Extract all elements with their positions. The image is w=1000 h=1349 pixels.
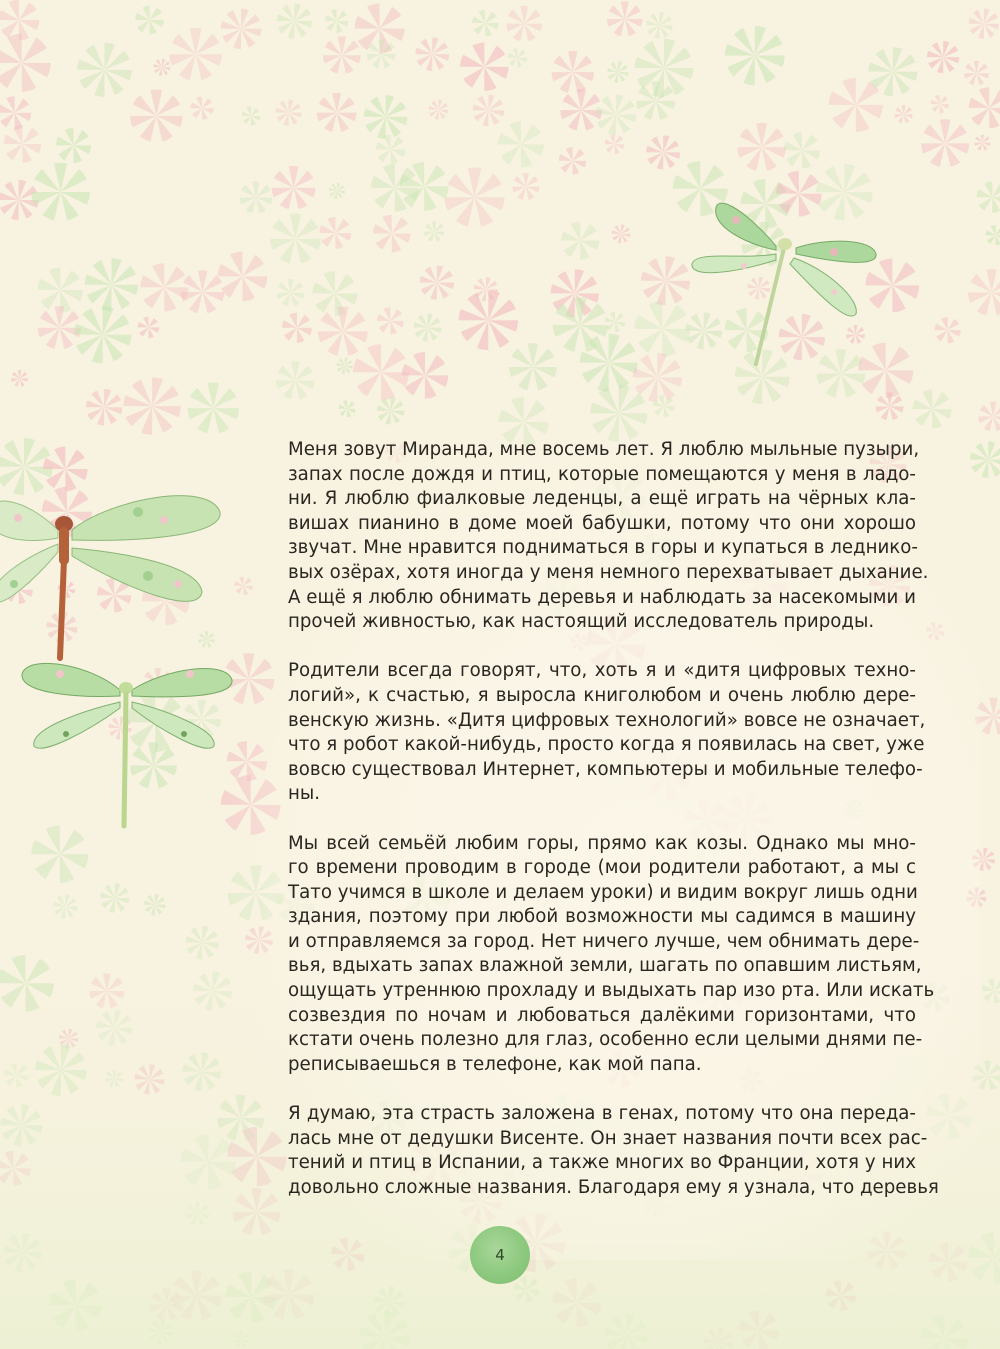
floral-rosette xyxy=(969,87,1000,128)
floral-rosette xyxy=(986,225,1000,245)
page-number-badge xyxy=(470,1226,530,1284)
paragraph-3 xyxy=(288,832,935,1078)
text-line: запах после дождя и птиц, которые помещаются у меня в ладо- xyxy=(288,463,916,485)
floral-rosette xyxy=(612,224,631,243)
floral-rosette xyxy=(935,317,961,343)
floral-rosette xyxy=(190,97,213,120)
floral-rosette xyxy=(4,125,41,162)
text-line: ны. xyxy=(288,783,321,805)
floral-rosette xyxy=(221,8,262,49)
floral-rosette xyxy=(725,26,785,86)
floral-rosette xyxy=(646,135,680,169)
floral-rosette xyxy=(968,269,1000,315)
text-line: реписываешься в телефоне, как мой папа. xyxy=(288,1053,702,1075)
floral-rosette xyxy=(325,9,348,32)
text-line: довольно сложные названия. Благодаря ему я узнала, что деревья xyxy=(288,1176,939,1198)
floral-rosette xyxy=(140,263,188,311)
floral-rosette xyxy=(85,258,138,311)
floral-rosette xyxy=(0,96,31,129)
floral-rosette xyxy=(509,343,557,390)
text-line: тений и птиц в Испании, а также многих во Франции, хотя у них xyxy=(288,1152,916,1174)
dragonfly-icon xyxy=(20,650,236,830)
floral-rosette xyxy=(596,94,636,134)
floral-rosette xyxy=(829,78,883,132)
floral-rosette xyxy=(605,312,625,332)
text-line: вых озёрах, хотя иногда у меня немного перехватывает дыхание. xyxy=(288,561,929,583)
floral-rosette xyxy=(784,132,820,168)
floral-rosette xyxy=(218,252,268,302)
floral-rosette xyxy=(605,134,625,154)
text-line: вовсю существовал Интернет, компьютеры и мобильные телефо- xyxy=(288,758,923,780)
floral-rosette xyxy=(239,181,272,213)
text-line: ощущать утреннюю прохладу и выдыхать пар изо рта. Или искать xyxy=(288,980,935,1002)
text-line: Мы всей семьёй любим горы, прямо как козы. Однако мы мно- xyxy=(288,832,916,854)
floral-rosette xyxy=(634,301,690,357)
floral-rosette xyxy=(894,105,912,123)
floral-rosette xyxy=(364,95,408,139)
body-text xyxy=(288,438,939,1225)
text-line: ни. Я люблю фиалковые леденцы, а ещё играть на чёрных кла- xyxy=(288,488,916,510)
dragonfly-icon xyxy=(0,460,238,670)
floral-rosette xyxy=(169,28,222,80)
floral-rosette xyxy=(86,389,122,425)
floral-rosette xyxy=(931,95,949,113)
floral-rosette xyxy=(977,182,1000,213)
floral-rosette xyxy=(420,265,454,299)
text-line: логий», к счастью, я выросла книголюбом и очень люблю дере- xyxy=(288,684,916,706)
floral-rosette xyxy=(153,59,170,76)
floral-rosette xyxy=(560,89,602,130)
floral-rosette xyxy=(559,147,586,174)
floral-rosette xyxy=(31,826,88,883)
floral-rosette xyxy=(429,100,449,120)
floral-rosette xyxy=(969,9,999,39)
floral-rosette xyxy=(646,12,672,38)
paragraph-2 xyxy=(288,659,926,807)
floral-rosette xyxy=(373,215,410,252)
floral-rosette xyxy=(323,36,361,73)
floral-rosette xyxy=(472,10,498,36)
text-line: звучат. Мне нравится подниматься в горы и купаться в леднико- xyxy=(288,537,918,559)
floral-rosette xyxy=(135,6,164,35)
floral-rosette xyxy=(498,121,544,167)
floral-rosette xyxy=(377,307,404,334)
floral-rosette xyxy=(77,43,131,97)
floral-rosette xyxy=(607,61,628,82)
floral-rosette xyxy=(270,213,321,263)
text-line: венскую жизнь. «Дитя цифровых технологий» вовсе не означает, xyxy=(288,709,926,731)
floral-rosette xyxy=(56,128,91,163)
floral-rosette xyxy=(130,90,183,142)
text-line: Родители всегда говорят, что, хоть я и «дитя цифровых техно- xyxy=(288,660,916,682)
floral-rosette xyxy=(641,256,690,305)
text-line: А ещё я люблю обнимать деревья и наблюдать за насекомыми и xyxy=(288,586,916,608)
text-line: вишах пианино в доме моей бабушки, потому что они хорошо xyxy=(288,512,916,534)
text-line: кстати очень полезно для глаз, особенно если целыми днями пе- xyxy=(288,1029,923,1051)
floral-rosette xyxy=(508,48,527,67)
floral-rosette xyxy=(367,40,396,69)
floral-rosette xyxy=(376,135,406,165)
floral-rosette xyxy=(561,222,599,260)
text-line: здания, поэтому при любой возможности мы садимся в машину xyxy=(288,906,916,928)
page-number: 4 xyxy=(495,1246,505,1264)
floral-rosette xyxy=(138,317,159,338)
floral-rosette xyxy=(337,358,353,374)
text-line: лась мне от дедушки Висенте. Он знает названия почти всех рас- xyxy=(288,1127,928,1149)
text-line: созвездия по ночам и любоваться далёкими горизонтами, что xyxy=(288,1004,916,1026)
floral-rosette xyxy=(460,43,509,92)
floral-rosette xyxy=(242,107,261,126)
floral-rosette xyxy=(978,402,1000,431)
floral-rosette xyxy=(277,3,313,39)
text-line: Я думаю, эта страсть заложена в генах, потому что она переда- xyxy=(288,1103,916,1125)
floral-rosette xyxy=(607,1,642,36)
floral-rosette xyxy=(927,41,959,73)
floral-rosette xyxy=(445,167,505,226)
paragraph-1 xyxy=(288,438,929,635)
floral-rosette xyxy=(276,361,314,399)
floral-rosette xyxy=(11,370,28,387)
text-line: что я робот какой-нибудь, просто когда я появилась на свет, уже xyxy=(288,734,925,756)
floral-rosette xyxy=(317,93,357,132)
text-line: вья, вдыхать запах влажной земли, шагать по опавшим листьям, xyxy=(288,955,922,977)
floral-rosette xyxy=(318,307,368,356)
floral-rosette xyxy=(277,279,305,307)
floral-rosette xyxy=(38,267,83,312)
floral-rosette xyxy=(272,166,316,209)
floral-rosette xyxy=(415,37,449,71)
dragonfly-icon xyxy=(684,188,884,368)
text-line: прочей живностью, как настоящий исследователь природы. xyxy=(288,611,875,633)
floral-rosette xyxy=(552,51,594,93)
floral-rosette xyxy=(276,100,302,126)
floral-rosette xyxy=(737,123,786,171)
text-line: го времени проводим в городе (мои родители работают, а мы с xyxy=(288,857,916,879)
floral-rosette xyxy=(31,163,90,221)
floral-rosette xyxy=(974,135,990,151)
floral-rosette xyxy=(282,313,312,343)
floral-rosette xyxy=(964,61,989,85)
floral-rosette xyxy=(38,306,81,349)
paragraph-4 xyxy=(288,1102,939,1200)
text-line: Тато учимся в школе и делаем уроки) и видим вокруг лишь одни xyxy=(288,881,918,903)
floral-rosette xyxy=(329,183,345,199)
floral-rosette xyxy=(459,291,518,350)
floral-rosette xyxy=(319,217,351,249)
floral-rosette xyxy=(312,271,357,316)
floral-rosette xyxy=(74,306,131,363)
floral-rosette xyxy=(424,221,444,241)
floral-rosette xyxy=(414,314,442,342)
floral-rosette xyxy=(636,81,675,120)
floral-rosette xyxy=(921,119,969,166)
floral-rosette xyxy=(473,95,505,127)
floral-rosette xyxy=(512,173,539,200)
floral-rosette xyxy=(506,6,542,41)
floral-rosette xyxy=(0,34,51,92)
text-line: и отправляемся за город. Нет ничего лучше, чем обнимать дере- xyxy=(288,930,920,952)
floral-rosette xyxy=(353,344,409,400)
text-line: Меня зовут Миранда, мне восемь лет. Я люблю мыльные пузыри, xyxy=(288,439,920,460)
floral-rosette xyxy=(123,377,180,434)
